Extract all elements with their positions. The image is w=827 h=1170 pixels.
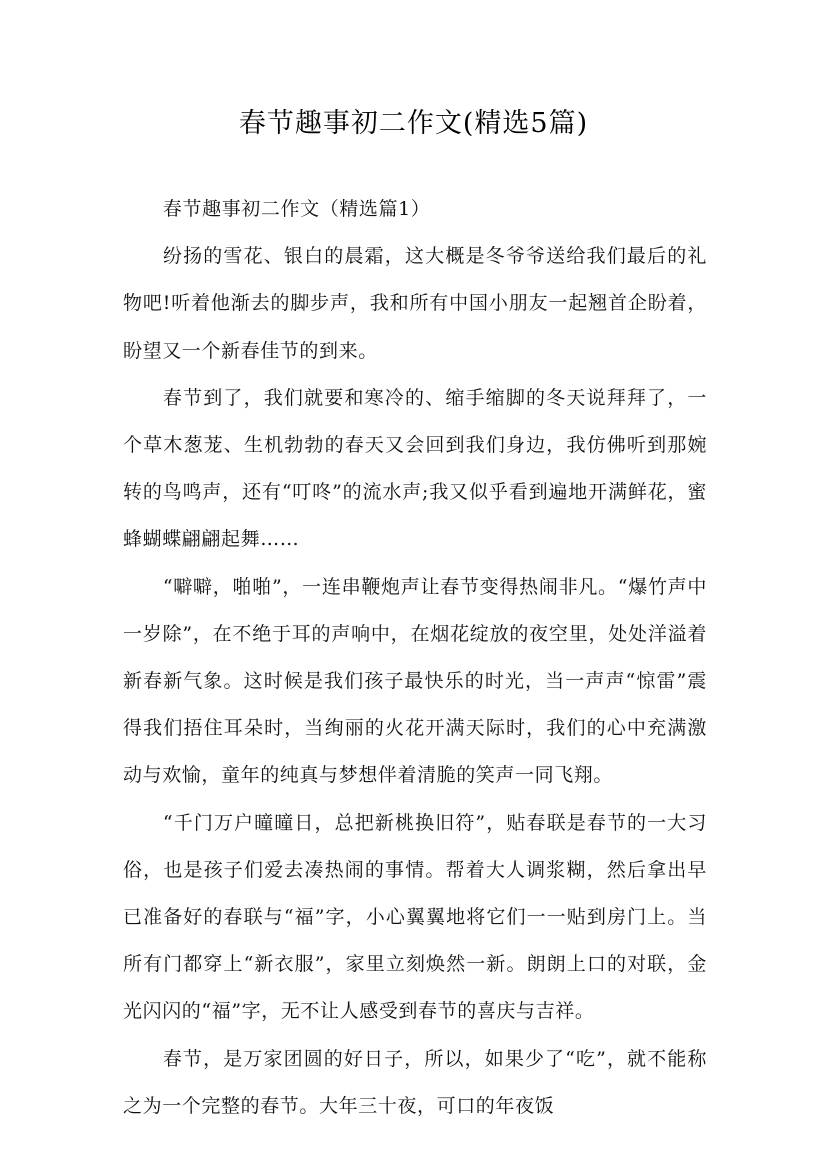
document-title: 春节趣事初二作文(精选5篇) bbox=[238, 108, 589, 139]
document-body bbox=[123, 186, 707, 1130]
paragraph-1: 纷扬的雪花、银白的晨霜，这大概是冬爷爷送给我们最后的礼物吧!听着他渐去的脚步声，我和所有中国小朋友一起翘首企盼着，盼望又一个新春佳节的到来。 bbox=[123, 245, 707, 362]
paragraph-3: “噼噼，啪啪”，一连串鞭炮声让春节变得热闹非凡。“爆竹声中一岁除”，在不绝于耳的声响中，在烟花绽放的夜空里，处处洋溢着新春新气象。这时候是我们孩子最快乐的时光，当一声声“惊雷”震得我们捂住耳朵时，当绚丽的火花开满天际时，我们的心中充满激动与欢愉，童年的纯真与梦想伴着清脆的笑声一同飞翔。 bbox=[123, 575, 707, 787]
paragraph-4: “千门万户曈曈日，总把新桃换旧符”，贴春联是春节的一大习俗，也是孩子们爱去凑热闹的事情。帮着大人调浆糊，然后拿出早已准备好的春联与“福”字，小心翼翼地将它们一一贴到房门上。当所有门都穿上“新衣服”，家里立刻焕然一新。朗朗上口的对联，金光闪闪的“福”字，无不让人感受到春节的喜庆与吉祥。 bbox=[123, 811, 707, 1023]
paragraph-2: 春节到了，我们就要和寒冷的、缩手缩脚的冬天说拜拜了，一个草木葱茏、生机勃勃的春天又会回到我们身边，我仿佛听到那婉转的鸟鸣声，还有“叮咚”的流水声;我又似乎看到遍地开满鲜花，蜜蜂蝴蝶翩翩起舞…… bbox=[123, 386, 707, 551]
section-subtitle: 春节趣事初二作文（精选篇1） bbox=[162, 198, 431, 220]
paragraph-5: 春节，是万家团圆的好日子，所以，如果少了“吃”，就不能称之为一个完整的春节。大年三十夜，可口的年夜饭 bbox=[123, 1047, 707, 1117]
